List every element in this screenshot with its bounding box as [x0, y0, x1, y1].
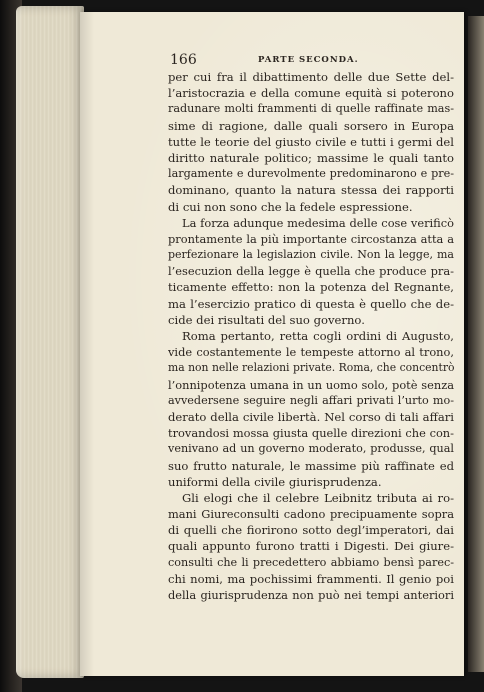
body-text: [168, 69, 454, 603]
text-line: quali appunto furono tratti i Digesti. Dei giure-: [168, 539, 454, 554]
text-line: ma l’esercizio pratico di questa è quello che de-: [168, 296, 454, 311]
text-line: l’onnipotenza umana in un uomo solo, potè senza: [168, 377, 454, 392]
text-line: di quelli che fiorirono sotto degl’imperatori, dai: [168, 523, 454, 538]
page-number: 166: [170, 52, 197, 68]
text-line: dominano, quanto la natura stessa dei rapporti: [168, 183, 454, 198]
text-line: avvedersene seguire negli affari privati l’urto mo-: [168, 393, 454, 407]
text-line: largamente e durevolmente predominarono e pre-: [168, 167, 454, 181]
text-line: suo frutto naturale, le massime più raffinate ed: [168, 458, 454, 473]
text-line: uniformi della civile giurisprudenza.: [168, 474, 382, 489]
text-line: di cui non sono che la fedele espressione.: [168, 199, 413, 214]
text-line: La forza adunque medesima delle cose verificò: [182, 215, 454, 230]
text-line: l’esecuzion della legge è quella che produce pra-: [168, 264, 454, 279]
text-line: trovandosi mossa giusta quelle direzioni che con-: [168, 426, 454, 441]
page-header: [170, 52, 452, 68]
text-line: l’aristocrazia e della comune equità si poterono: [168, 86, 454, 101]
text-line: diritto naturale politico; massime le quali tanto: [168, 150, 454, 165]
text-line: ma non nelle relazioni private. Roma, che concentrò: [168, 361, 454, 375]
text-line: mani Giureconsulti cadono precipuamente sopra: [168, 507, 454, 522]
text-line: ticamente effetto: non la potenza del Regnante,: [168, 280, 454, 295]
page-stack-edges: [16, 6, 84, 678]
text-line: Gli elogi che il celebre Leibnitz tributa ai ro-: [182, 490, 454, 505]
text-line: vide costantemente le tempeste attorno al trono,: [168, 345, 454, 360]
text-line: per cui fra il dibattimento delle due Sette del-: [168, 70, 454, 84]
text-line: chi nomi, ma pochissimi frammenti. Il genio poi: [168, 571, 454, 586]
text-line: derato della civile libertà. Nel corso di tali affari: [168, 409, 454, 424]
text-line: radunare molti frammenti di quelle raffinate mas-: [168, 102, 454, 116]
text-line: cide dei risultati del suo governo.: [168, 312, 365, 327]
text-line: Roma pertanto, retta cogli ordini di Augusto,: [182, 329, 454, 343]
text-line: sime di ragione, dalle quali sorsero in Europa: [168, 118, 454, 133]
text-line: della giurisprudenza non può nei tempi anteriori: [168, 588, 454, 602]
text-line: venivano ad un governo moderato, produsse, qual: [168, 442, 454, 456]
text-line: prontamente la più importante circostanza atta a: [168, 231, 454, 246]
text-line: perfezionare la legislazion civile. Non la legge, ma: [168, 248, 454, 262]
text-line: tutte le teorie del giusto civile e tutti i germi del: [168, 134, 454, 149]
right-page-edge: [468, 16, 484, 672]
text-line: consulti che li precedettero abbiamo bensì parec-: [168, 555, 454, 569]
running-head: PARTE SECONDA.: [258, 55, 359, 65]
